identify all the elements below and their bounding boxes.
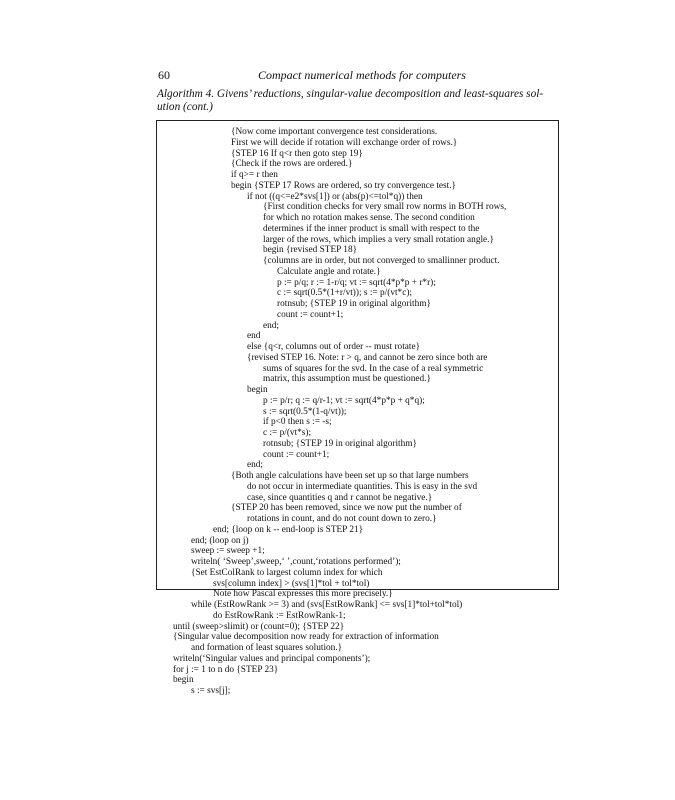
code-line: c := sqrt(0.5*(1+r/vt)); s := p/(vt*c); (277, 288, 413, 299)
running-title: Compact numerical methods for computers (258, 68, 466, 82)
code-line: while (EstRowRank >= 3) and (svs[EstRowRank] <= svs[1]*tol+tol*tol) (191, 600, 463, 610)
code-line: Note how Pascal expresses this more precisely.} (213, 589, 393, 600)
code-line: s := sqrt(0.5*(1-q/vt)); (263, 406, 347, 417)
code-line: {STEP 16 If q<r then goto step 19} (231, 148, 363, 159)
caption-line-2: ution (cont.) (157, 101, 213, 113)
code-line: count := count+1; (277, 309, 344, 320)
code-line: begin (173, 675, 194, 686)
code-line: begin (247, 385, 268, 395)
code-line: begin {STEP 17 Rows are ordered, so try convergence test.} (231, 180, 457, 191)
code-line: {Check if the rows are ordered.} (231, 159, 353, 170)
code-line: {Set EstColRank to largest column index for which (191, 567, 383, 578)
code-line: writeln( ‘Sweep’,sweep,‘ ’,count,‘rotations performed’); (191, 557, 401, 567)
code-line: {columns are in order, but not converged to smallinner product. (263, 256, 500, 266)
code-line: p := p/r; q := q/r-1; vt := sqrt(4*p*p + q*q); (263, 395, 425, 406)
code-line: end; (247, 460, 264, 471)
code-line: {Both angle calculations have been set up so that large numbers (231, 471, 469, 481)
code-line: do EstRowRank := EstRowRank-1; (213, 610, 346, 621)
code-line: end; (loop on j) (191, 535, 249, 546)
code-line: rotnsub; {STEP 19 in original algorithm} (263, 438, 417, 449)
code-line: count := count+1; (263, 449, 330, 460)
code-line: sweep := sweep +1; (191, 546, 265, 557)
code-line: First we will decide if rotation will exchange order of rows.} (231, 137, 458, 148)
code-line: do not occur in intermediate quantities. This is easy in the svd (247, 481, 478, 492)
page-number: 60 (158, 68, 170, 82)
code-line: {revised STEP 16. Note: r > q, and cannot be zero since both are (247, 352, 488, 363)
code-line: else {q<r, columns out of order -- must rotate} (247, 342, 421, 352)
code-line: sums of squares for the svd. In the case of a real symmetric (263, 363, 484, 374)
code-line: and formation of least squares solution.} (191, 643, 343, 653)
code-line: case, since quantities q and r cannot be negative.} (247, 492, 433, 503)
page-header (158, 68, 578, 84)
code-line: for which no rotation makes sense. The second condition (263, 213, 475, 223)
code-line: larger of the rows, which implies a very small rotation angle.} (263, 234, 494, 245)
code-line: {STEP 20 has been removed, since we now put the number of (231, 503, 462, 514)
code-line: end; (263, 320, 280, 331)
code-line: if not ((q<=e2*svs[1]) or (abs(p)<=tol*q)) then (247, 191, 423, 202)
algorithm-caption (157, 88, 562, 114)
code-line: {Now come important convergence test considerations. (231, 127, 438, 137)
code-line: writeln(‘Singular values and principal components’); (173, 653, 371, 664)
code-line: if q>= r then (231, 170, 278, 180)
code-line: svs[column index] > (svs[1]*tol + tol*tol) (213, 578, 370, 589)
code-line: until (sweep>slimit) or (count=0); {STEP 22} (173, 621, 345, 632)
code-line: end (247, 331, 261, 342)
code-line: determines if the inner product is small with respect to the (263, 223, 480, 234)
code-line: Calculate angle and rotate.} (277, 266, 381, 277)
code-line: for j := 1 to n do {STEP 23} (173, 664, 279, 675)
code-line: end; {loop on k -- end-loop is STEP 21} (213, 524, 364, 535)
code-line: matrix, this assumption must be questioned.} (263, 374, 431, 385)
code-line: {First condition checks for very small row norms in BOTH rows, (263, 202, 507, 213)
code-line: begin {revised STEP 18} (263, 245, 358, 256)
code-line: {Singular value decomposition now ready for extraction of information (173, 632, 439, 643)
code-line: c := p/(vt*s); (263, 428, 312, 438)
code-line: s := svs[j]; (191, 686, 231, 696)
code-listing-box (156, 120, 559, 696)
code-line: rotations in count, and do not count down to zero.} (247, 514, 437, 524)
code-line: rotnsub; {STEP 19 in original algorithm} (277, 299, 431, 309)
code-line: if p<0 then s := -s; (263, 417, 332, 428)
caption-line-1: Algorithm 4. Givens’ reductions, singular-value decomposition and least-squares sol- (157, 88, 544, 100)
code-line: p := p/q; r := 1-r/q; vt := sqrt(4*p*p + r*r); (277, 277, 436, 288)
